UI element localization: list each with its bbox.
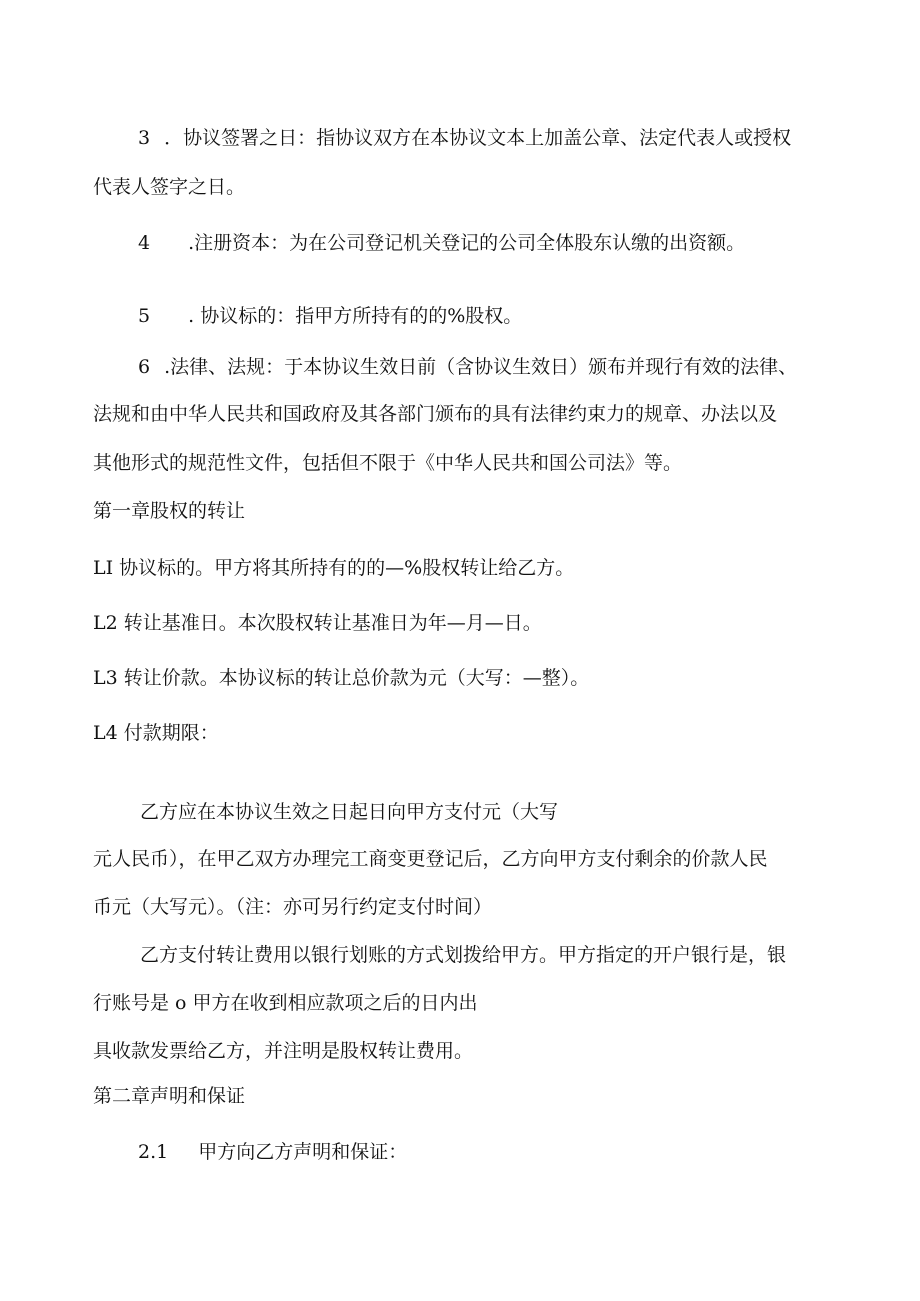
chapter-1-heading: 第一章股权的转让 — [93, 500, 246, 522]
item-5-line — [138, 304, 522, 328]
payment-line-3: 币元（大写元）。（注：亦可另行约定支付时间） — [93, 896, 493, 918]
item-3-line-2: 代表人签字之日。 — [93, 176, 246, 198]
payment-line-2: 元人民币），在甲乙双方办理完工商变更登记后，乙方向甲方支付剩余的价款人民 — [93, 848, 768, 870]
item-4-number: 4 — [138, 232, 151, 254]
payment-line-1: 乙方应在本协议生效之日起日向甲方支付元（大写 — [140, 801, 559, 823]
clause-1-4: L4 付款期限： — [93, 722, 219, 744]
clause-2-1 — [138, 1140, 407, 1164]
item-3-line-1 — [138, 126, 791, 150]
item-3-number: 3 — [138, 127, 151, 149]
item-6-text: .法律、法规：于本协议生效日前（含协议生效日）颁布并现行有效的法律、 — [164, 356, 798, 378]
clause-1-1: LI 协议标的。甲方将其所持有的的—%股权转让给乙方。 — [93, 557, 575, 579]
item-5-text: . 协议标的：指甲方所持有的的%股权。 — [188, 305, 523, 327]
transfer-line-2: 行账号是 o 甲方在收到相应款项之后的日内出 — [93, 992, 478, 1014]
item-6-line-3: 其他形式的规范性文件，包括但不限于《中华人民共和国公司法》等。 — [93, 452, 683, 474]
item-6-number: 6 — [138, 356, 151, 378]
item-6-line-2: 法规和由中华人民共和国政府及其各部门颁布的具有法律约束力的规章、办法以及 — [93, 403, 778, 425]
clause-1-3: L3 转让价款。本协议标的转让总价款为元（大写：—整）。 — [93, 667, 590, 689]
item-4-line — [138, 231, 745, 255]
item-4-text: .注册资本：为在公司登记机关登记的公司全体股东认缴的出资额。 — [188, 232, 746, 254]
transfer-line-1: 乙方支付转让费用以银行划账的方式划拨给甲方。甲方指定的开户银行是，银 — [140, 944, 787, 966]
item-6-line-1 — [138, 355, 797, 379]
clause-2-1-number: 2.1 — [138, 1141, 169, 1163]
item-3-text: ．协议签署之日：指协议双方在本协议文本上加盖公章、法定代表人或授权 — [164, 127, 792, 149]
clause-1-2: L2 转让基准日。本次股权转让基准日为年—月—日。 — [93, 612, 542, 634]
clause-2-1-text: 甲方向乙方声明和保证： — [198, 1141, 408, 1163]
item-5-number: 5 — [138, 305, 151, 327]
chapter-2-heading: 第二章声明和保证 — [93, 1085, 246, 1107]
transfer-line-3: 具收款发票给乙方，并注明是股权转让费用。 — [93, 1040, 474, 1062]
